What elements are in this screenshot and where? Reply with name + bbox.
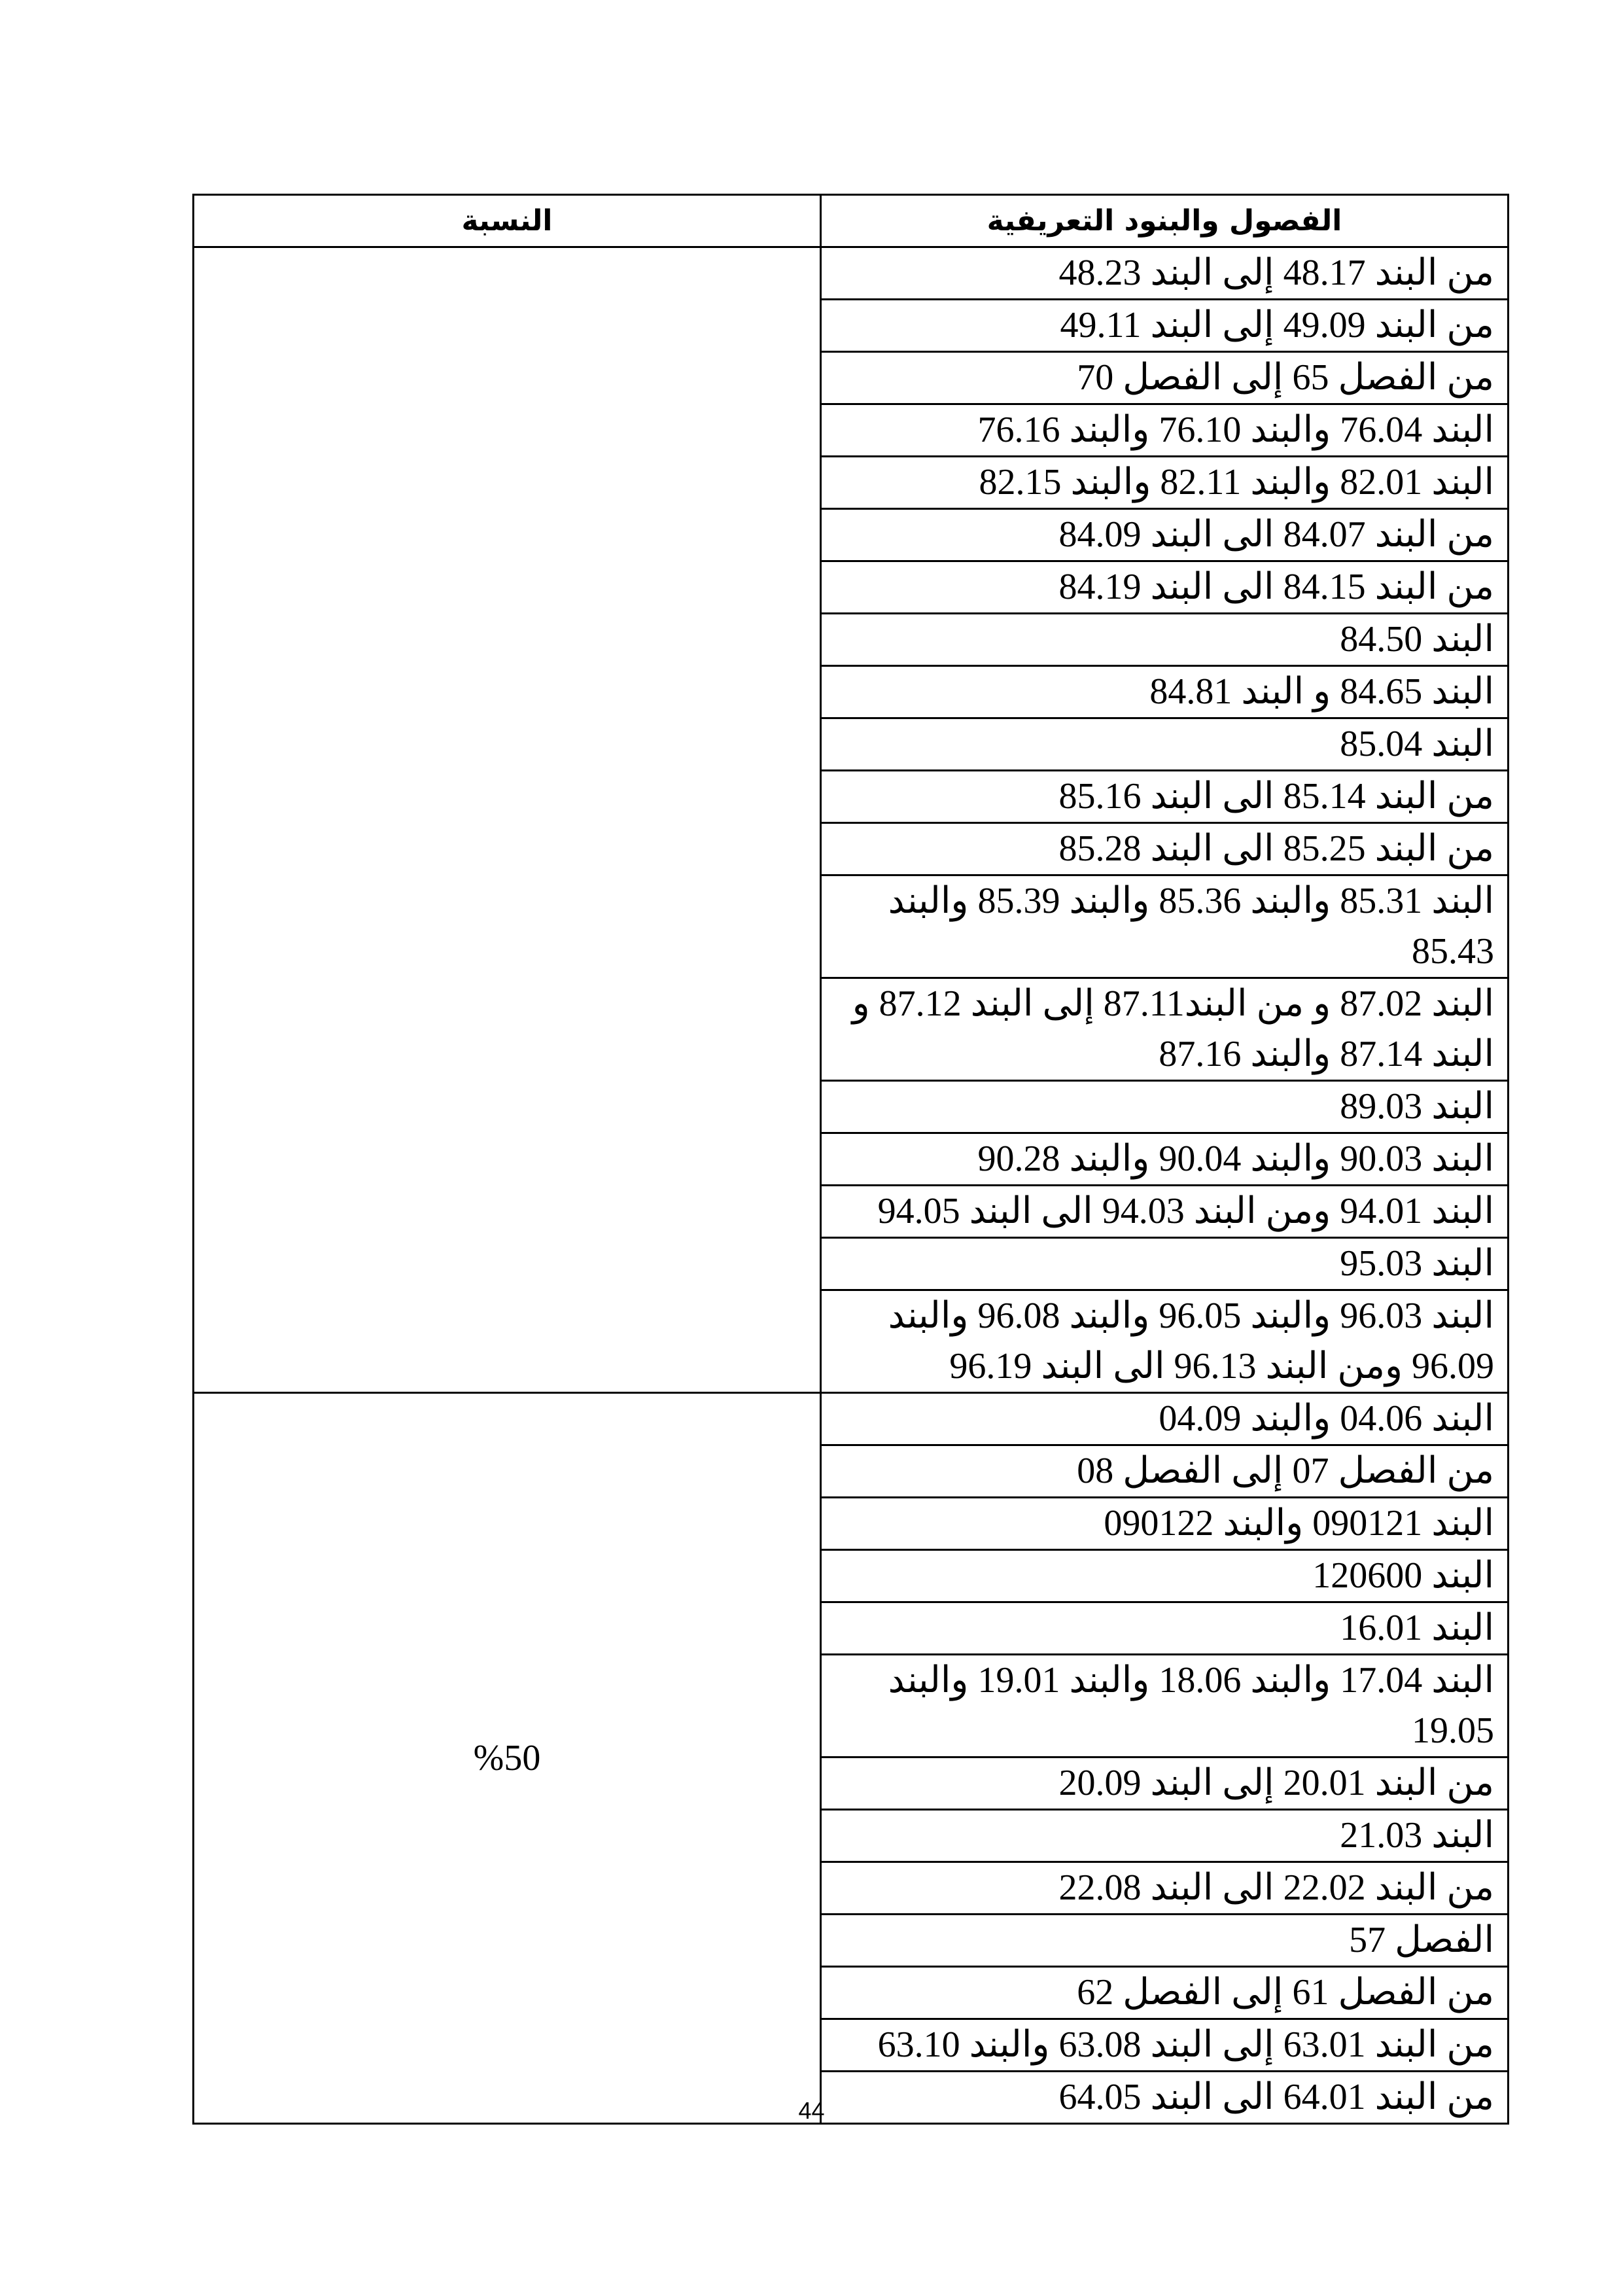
clause-cell: من البند 63.01 إلى البند 63.08 والبند 63.10 [821,2019,1509,2072]
clause-cell: البند 84.65 و البند 84.81 [821,666,1509,718]
clause-cell: من البند 64.01 الى البند 64.05 [821,2072,1509,2124]
clause-cell: البند 120600 [821,1550,1509,1602]
clause-cell: البند 04.06 والبند 04.09 [821,1393,1509,1445]
clause-cell: البند 76.04 والبند 76.10 والبند 76.16 [821,404,1509,457]
clause-cell: البند 17.04 والبند 18.06 والبند 19.01 والبند 19.05 [821,1655,1509,1757]
clause-cell: البند 82.01 والبند 82.11 والبند 82.15 [821,457,1509,509]
clause-cell: الفصل 57 [821,1915,1509,1967]
clause-cell: من الفصل 65 إلى الفصل 70 [821,352,1509,404]
clause-cell: من الفصل 61 إلى الفصل 62 [821,1967,1509,2019]
clause-cell: البند 95.03 [821,1238,1509,1290]
clause-cell: البند 84.50 [821,614,1509,666]
clause-cell: من البند 48.17 إلى البند 48.23 [821,247,1509,300]
rate-cell [194,247,821,1393]
header-rate: النسبة [194,195,821,247]
clause-cell: البند 90.03 والبند 90.04 والبند 90.28 [821,1133,1509,1186]
clause-cell: البند 85.04 [821,718,1509,771]
table-row [194,247,1509,300]
clause-cell: من البند 84.15 الى البند 84.19 [821,561,1509,614]
clause-cell: البند 21.03 [821,1810,1509,1862]
clause-cell: من الفصل 07 إلى الفصل 08 [821,1445,1509,1498]
clause-cell: من البند 49.09 إلى البند 49.11 [821,300,1509,352]
clause-cell: من البند 22.02 الى البند 22.08 [821,1862,1509,1915]
clause-cell: البند 090121 والبند 090122 [821,1498,1509,1550]
tariff-table [192,194,1509,2125]
clause-cell: من البند 84.07 الى البند 84.09 [821,509,1509,561]
table-row [194,1393,1509,1445]
header-row [194,195,1509,247]
clause-cell: البند 94.01 ومن البند 94.03 الى البند 94.05 [821,1186,1509,1238]
table-body [194,247,1509,2124]
clause-cell: البند 89.03 [821,1081,1509,1133]
rate-cell: %50 [194,1393,821,2124]
clause-cell: من البند 20.01 إلى البند 20.09 [821,1757,1509,1810]
clause-cell: البند 96.03 والبند 96.05 والبند 96.08 والبند 96.09 ومن البند 96.13 الى البند 96.19 [821,1290,1509,1393]
header-clauses: الفصول والبنود التعريفية [821,195,1509,247]
clause-cell: البند 87.02 و من البند87.11 إلى البند 87.12 و البند 87.14 والبند 87.16 [821,978,1509,1081]
page-number: 44 [798,2097,825,2124]
clause-cell: البند 85.31 والبند 85.36 والبند 85.39 والبند 85.43 [821,875,1509,978]
clause-cell: من البند 85.25 الى البند 85.28 [821,823,1509,875]
clause-cell: البند 16.01 [821,1602,1509,1655]
clause-cell: من البند 85.14 الى البند 85.16 [821,771,1509,823]
